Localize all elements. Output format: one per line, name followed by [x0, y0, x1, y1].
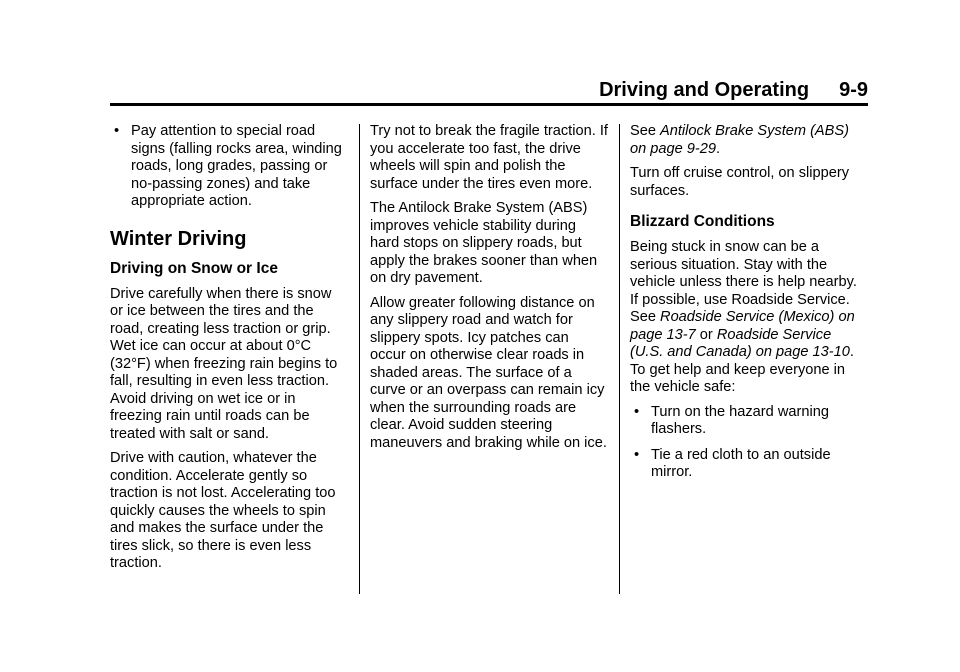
- subheading-blizzard: Blizzard Conditions: [630, 213, 775, 230]
- column-3: [630, 123, 868, 490]
- bullet-icon: •: [634, 403, 640, 420]
- section-heading-winter-driving: Winter Driving: [110, 227, 247, 250]
- bullet-icon: •: [114, 123, 120, 139]
- paragraph: Drive carefully when there is snow or ice between the tires and the road, creating less traction or grip. Wet ice can occur at about 0°C (32°F) when freezing rain begins to fall, resulting in even less traction. Avoid driving on wet ice or in freezing rain until roads can be treated with salt or sand.: [110, 285, 338, 442]
- bullet-icon: •: [634, 446, 640, 463]
- paragraph: Drive with caution, whatever the condition. Accelerate gently so traction is not lost. Accelerating too quickly causes the wheels to spin and makes the surface under the tires slick, so there is even less traction.: [110, 450, 336, 571]
- list-item-text: Turn on the hazard warning flashers.: [651, 403, 829, 437]
- paragraph: Try not to break the fragile traction. If you accelerate too fast, the drive wheels will spin and polish the surface under the tires even more.: [370, 123, 608, 192]
- abs-cross-reference: Antilock Brake System (ABS) on page 9-29: [630, 123, 849, 157]
- column-divider-2: [619, 124, 620, 594]
- roadside-us-canada-reference: Roadside Service (U.S. and Canada) on page 13-10: [630, 326, 850, 360]
- subheading-snow-ice: Driving on Snow or Ice: [110, 259, 278, 277]
- column-1: [110, 123, 348, 580]
- page-header: [599, 78, 868, 102]
- header-rule: [110, 103, 868, 106]
- column-2: [370, 123, 608, 459]
- paragraph: Allow greater following distance on any slippery road and watch for slippery spots. Icy patches can occur on otherwise clear roads in shaded areas. The surface of a curve or an overpass can remain icy when the surrounding roads are clear. Avoid sudden steering maneuvers and braking while on ice.: [370, 294, 607, 451]
- list-item-text: Tie a red cloth to an outside mirror.: [651, 446, 831, 480]
- paragraph: Being stuck in snow can be a serious situation. Stay with the vehicle unless there is help nearby. If possible, use Roadside Service. See Roadside Service (Mexico) on page 13-7 or Roadside Service (U.S. and Canada) on page 13-10. To get help and keep everyone in the vehicle safe:: [630, 239, 857, 395]
- roadside-mexico-reference: Roadside Service (Mexico) on page 13-7: [630, 309, 855, 343]
- list-item: [630, 404, 868, 439]
- column-divider-1: [359, 124, 360, 594]
- list-item-text: Pay attention to special road signs (falling rocks area, winding roads, long grades, passing or no-passing zones) and take appropriate action.: [131, 123, 342, 209]
- list-item: [110, 123, 348, 211]
- paragraph: See Antilock Brake System (ABS) on page 9-29.: [630, 123, 849, 157]
- section-title: Driving and Operating: [599, 79, 810, 101]
- list-item: [630, 447, 868, 482]
- paragraph: Turn off cruise control, on slippery surfaces.: [630, 165, 850, 199]
- paragraph: The Antilock Brake System (ABS) improves vehicle stability during hard stops on slippery roads, but apply the brakes sooner than when on dry pavement.: [370, 200, 598, 286]
- page-number: 9-9: [839, 79, 868, 101]
